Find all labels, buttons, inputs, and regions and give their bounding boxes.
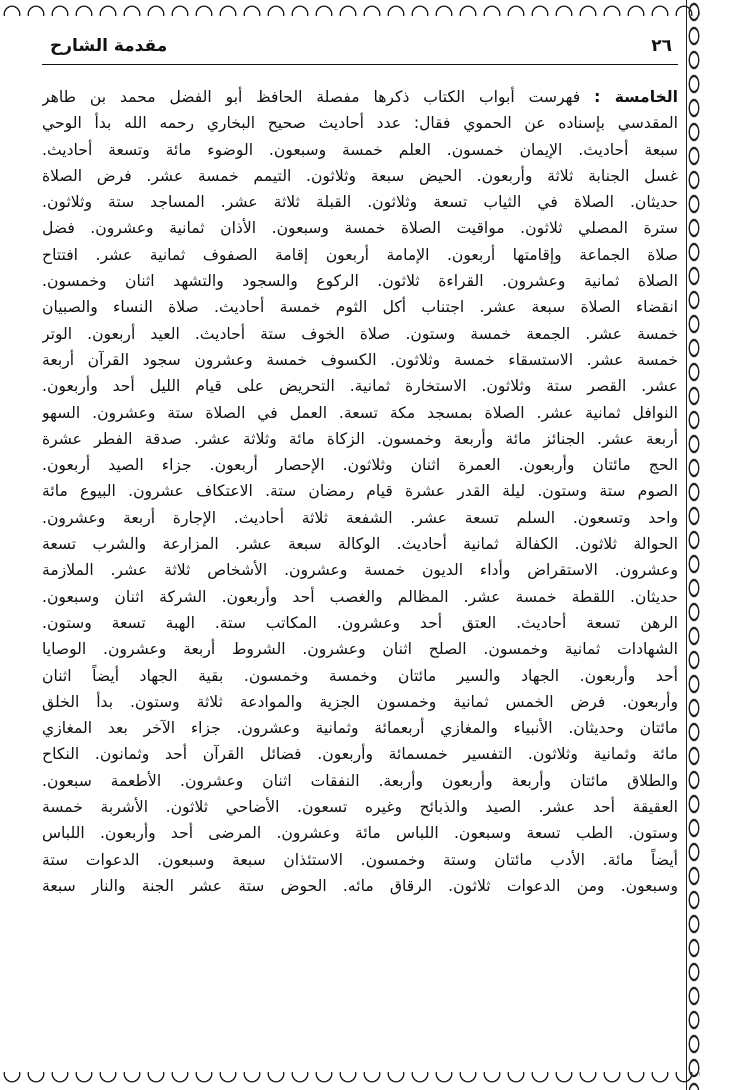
text-line: واحد وتسعون. السلم تسعة عشر. الشفعة ثلاثة أحاديث. الإجارة أربعة وعشرون. [42, 508, 678, 527]
text-line: سبعة أحاديث. الإيمان خمسون. العلم خمسة وسبعون. الوضوء مائة وتسعة أحاديث. [42, 140, 678, 159]
text-line: حديثان. الصلاة في الثياب تسعة وثلاثون. القبلة ثلاثة عشر. المساجد ستة وثلاثون. [42, 193, 678, 212]
text-line: خمسة عشر. الجمعة خمسة وستون. صلاة الخوف ستة أحاديث. العيد أربعون. الوتر [42, 324, 678, 343]
decorative-border-right [686, 0, 701, 1090]
text-line: حديثان. اللقطة خمسة عشر. المظالم والغصب أحد وأربعون. الشركة اثنان وسبعون. [42, 587, 678, 606]
decorative-border-top [0, 0, 700, 16]
text-line: مائتان وحديثان. الأنبياء والمغازي أربعمائة وثمانية وعشرون. جزاء الآخر بعد المغازي [42, 719, 678, 738]
text-line: انقضاء الصلاة سبعة عشر. اجتناب أكل الثوم خمسة أحاديث. صلاة النساء والصبيان [42, 298, 678, 317]
running-head [42, 32, 678, 62]
text-line: عشر. القصر ستة وثلاثون. الاستخارة ثمانية. التحريض على قيام الليل أحد وأربعون. [42, 377, 678, 396]
header-rule [42, 64, 678, 65]
text-line: وأربعون. فرض الخمس ثمانية وخمسون الجزية والموادعة ثلاثة وستون. بدأ الخلق [42, 692, 678, 711]
text-line: النوافل ثمانية عشر. الصلاة بمسجد مكة تسعة. العمل في الصلاة ستة وعشرون. السهو [42, 403, 678, 422]
text-line: المقدسي بإسناده عن الحموي فقال: عدد أحاديث صحيح البخاري رحمه الله بدأ الوحي [42, 114, 678, 133]
text-line: العقيقة أحد عشر. الصيد والذبائح وغيره تسعون. الأضاحي ثلاثون. الأشربة خمسة [42, 798, 678, 817]
text-line: وسبعون. ومن الدعوات ثلاثون. الرقاق مائه. الحوض ستة عشر الجنة والنار سبعة [42, 876, 678, 895]
text-line: الصوم ستة وستون. ليلة القدر عشرة قيام رمضان ستة. الاعتكاف عشرون. البيوع مائة [42, 482, 678, 501]
text-line [42, 84, 678, 110]
text-line: سترة المصلي ثلاثون. مواقيت الصلاة خمسة وسبعون. الأذان ثمانية وعشرون. فضل [42, 219, 678, 238]
body-text [42, 84, 678, 1056]
text-line: وعشرون. الاستقراض وأداء الديون خمسة وعشرون. الأشخاص ثلاثة عشر. الملازمة [42, 561, 678, 580]
text-line: والطلاق مائتان وأربعة وأربعون وأربعة. النفقات اثنان وعشرون. الأطعمة سبعون. [42, 771, 678, 790]
page-number: ٢٦ [651, 36, 672, 56]
text-line: وستون. الطب تسعة وسبعون. اللباس مائة وعشرون. المرضى أحد وأربعون. اللباس [42, 824, 678, 843]
chapter-title: مقدمة الشارح [50, 36, 168, 56]
decorative-border-bottom [0, 1072, 700, 1088]
text-line: مائة وثمانية وثلاثون. التفسير خمسمائة وأربعون. فضائل القرآن أحد وثمانون. النكاح [42, 745, 678, 764]
text-line: أربعة عشر. الجنائز مائة وأربعة وخمسون. الزكاة مائة وثلاثة عشر. صدقة الفطر عشرة [42, 429, 678, 448]
first-line-text: فهرست أبواب الكتاب ذكرها مفصلة الحافظ أبو الفضل محمد بن طاهر [42, 88, 581, 106]
text-line: غسل الجنابة ثلاثة وأربعون. الحيض سبعة وثلاثون. التيمم خمسة عشر. فرض الصلاة [42, 166, 678, 185]
section-lead-word: الخامسة : [594, 88, 678, 106]
text-line: أحد وأربعون. الجهاد والسير مائتان وخمسة وخمسون. بقية الجهاد أيضاً اثنان [42, 666, 678, 685]
text-line: خمسة عشر. الاستسقاء خمسة وثلاثون. الكسوف خمسة وعشرون سجود القرآن أربعة [42, 350, 678, 369]
text-line: الصلاة ثمانية وعشرون. القراءة ثلاثون. الركوع والسجود والتشهد اثنان وخمسون. [42, 272, 678, 291]
text-line: الحج مائتان وأربعون. العمرة اثنان وثلاثون. الإحصار أربعون. جزاء الصيد أربعون. [42, 456, 678, 475]
text-line: الحوالة ثلاثون. الكفالة ثمانية أحاديث. الوكالة سبعة عشر. المزارعة والشرب تسعة [42, 535, 678, 554]
text-line: صلاة الجماعة وإقامتها أربعون. الإمامة أربعون إقامة الصفوف ثمانية عشر. افتتاح [42, 245, 678, 264]
text-line: الشهادات ثمانية وخمسون. الصلح اثنان وعشرون. الشروط أربعة وعشرون. الوصايا [42, 640, 678, 659]
text-line: أيضاً مائة. الأدب مائتان وستة وخمسون. الاستئذان سبعة وسبعون. الدعوات ستة [42, 850, 678, 869]
text-line: الرهن تسعة أحاديث. العتق أحد وعشرون. المكاتب ستة. الهبة تسعة وستون. [42, 613, 678, 632]
